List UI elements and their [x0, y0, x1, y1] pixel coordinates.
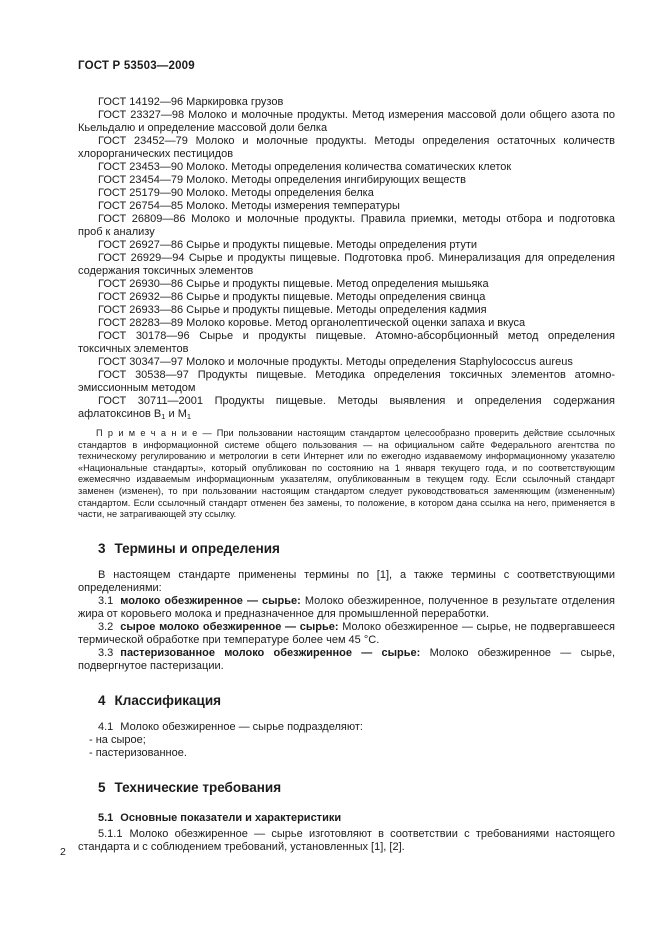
section-number: 4: [98, 692, 106, 708]
reference-text: ГОСТ 30711—2001 Продукты пищевые. Методы выявления и определения содержания афлатоксинов В: [78, 395, 615, 420]
reference-item: ГОСТ 23327—98 Молоко и молочные продукты. Метод измерения массовой доли общего азота по Кьельдалю и определение массовой доли белка: [78, 109, 615, 134]
section-heading-5: [78, 780, 615, 795]
clause-text: Молоко обезжиренное — сырье подразделяют:: [120, 720, 363, 733]
term-name: пастеризованное молоко обезжиренное — сырье:: [120, 646, 421, 659]
term-number: 3.1: [98, 594, 114, 607]
term-definition: Молоко обезжиренное, полученное в результате отделения жира от коровьего молока и предназначенное для промышленной переработки.: [78, 594, 615, 620]
clause-number: 4.1: [98, 720, 114, 733]
reference-item: ГОСТ 26932—86 Сырье и продукты пищевые. Методы определения свинца: [98, 291, 486, 303]
note-text: При пользовании настоящим стандартом целесообразно проверить действие ссылочных стандартов в информационной системе общего пользования — на официальном сайте Федерального агентства по техническому регулированию и метрологии в сети Интернет или по ежегодно издаваемому информационному указателю «Национальные стандарты», который опубликован по состоянию на 1 января текущего года, и по соответствующим ежемесячно издаваемым информационным указателям, опубликованным в текущем году. Если ссылочный стандарт заменен (изменен), то при пользовании настоящим стандартом следует руководствоваться заменяющим (измененным) стандартом. Если ссылочный стандарт отменен без замены, то положение, в котором дана ссылка на него, применяется в части, не затрагивающей эту ссылку.: [78, 428, 615, 520]
reference-item: ГОСТ 26754—85 Молоко. Методы измерения температуры: [98, 200, 400, 212]
clause-text: Молоко обезжиренное — сырье изготовляют в соответствии с требованиями настоящего стандарта и с соблюдением требований, установленных [1], [2].: [78, 827, 615, 853]
subsection-heading-5-1: [78, 812, 615, 825]
reference-item: ГОСТ 26933—86 Сырье и продукты пищевые. Методы определения кадмия: [98, 304, 487, 316]
term-name: сырое молоко обезжиренное — сырье:: [120, 620, 339, 633]
reference-item: ГОСТ 28283—89 Молоко коровье. Метод органолептической оценки запаха и вкуса: [98, 317, 526, 329]
reference-item: ГОСТ 30178—96 Сырье и продукты пищевые. Атомно-абсорбционный метод определения токсичных элементов: [78, 330, 615, 355]
reference-item: ГОСТ 26809—86 Молоко и молочные продукты. Правила приемки, методы отбора и подготовка проб к анализу: [78, 213, 615, 238]
reference-item: ГОСТ 14192—96 Маркировка грузов: [98, 96, 284, 108]
reference-item: ГОСТ 26927—86 Сырье и продукты пищевые. Методы определения ртути: [98, 239, 478, 251]
term-number: 3.2: [98, 620, 114, 633]
reference-item: ГОСТ 30538—97 Продукты пищевые. Методика определения токсичных элементов атомно-эмиссионным методом: [78, 369, 615, 394]
reference-item: ГОСТ 26929—94 Сырье и продукты пищевые. Подготовка проб. Минерализация для определения содержания токсичных элементов: [78, 252, 615, 277]
clause-number: 5.1: [98, 811, 114, 824]
reference-item-aflatoxins: [78, 395, 615, 421]
section-heading-4: [78, 693, 615, 708]
list-item: - пастеризованное.: [89, 746, 187, 759]
section-title: Классификация: [114, 692, 222, 708]
reference-item: ГОСТ 23454—79 Молоко. Методы определения ингибирующих веществ: [98, 174, 466, 186]
section-title: Термины и определения: [114, 540, 280, 556]
section-3-intro: В настоящем стандарте применены термины по [1], а также термины с соответствующими определениями:: [78, 568, 615, 594]
subscript-1: 1: [186, 412, 192, 421]
reference-item: ГОСТ 23453—90 Молоко. Методы определения количества соматических клеток: [98, 161, 512, 173]
term-3-1: [78, 595, 615, 621]
term-definition: Молоко обезжиренное — сырье, не подвергавшееся термической обработке при температуре более чем 45 °С.: [78, 620, 615, 646]
clause-number: 5.1.1: [98, 827, 123, 840]
page-content: [78, 60, 615, 854]
term-3-3: [78, 647, 615, 673]
reference-item: ГОСТ 30347—97 Молоко и молочные продукты. Методы определения Staphylococcus aureus: [98, 356, 573, 368]
clause-4-1: [78, 721, 615, 734]
section-number: 5: [98, 779, 106, 795]
subsection-title: Основные показатели и характеристики: [120, 811, 342, 824]
page-number: 2: [60, 846, 66, 858]
document-code-header: ГОСТ Р 53503—2009: [78, 60, 195, 72]
reference-text: и М: [165, 408, 187, 420]
note-paragraph: [78, 428, 615, 521]
clause-5-1-1: [78, 828, 615, 854]
note-label: П р и м е ч а н и е —: [96, 428, 213, 438]
term-definition: Молоко обезжиренное — сырье, подвергнутое пастеризации.: [78, 646, 615, 672]
list-item: - на сырое;: [89, 733, 146, 746]
reference-item: ГОСТ 23452—79 Молоко и молочные продукты. Методы определения остаточных количеств хлорорганических пестицидов: [78, 135, 615, 160]
section-number: 3: [98, 540, 106, 556]
section-title: Технические требования: [114, 779, 282, 795]
section-heading-3: [78, 541, 615, 556]
term-3-2: [78, 621, 615, 647]
term-number: 3.3: [98, 646, 114, 659]
subscript-1: 1: [161, 412, 166, 421]
reference-item: ГОСТ 26930—86 Сырье и продукты пищевые. Метод определения мышьяка: [98, 278, 489, 290]
term-name: молоко обезжиренное — сырье:: [120, 594, 301, 607]
reference-item: ГОСТ 25179—90 Молоко. Методы определения белка: [98, 187, 374, 199]
